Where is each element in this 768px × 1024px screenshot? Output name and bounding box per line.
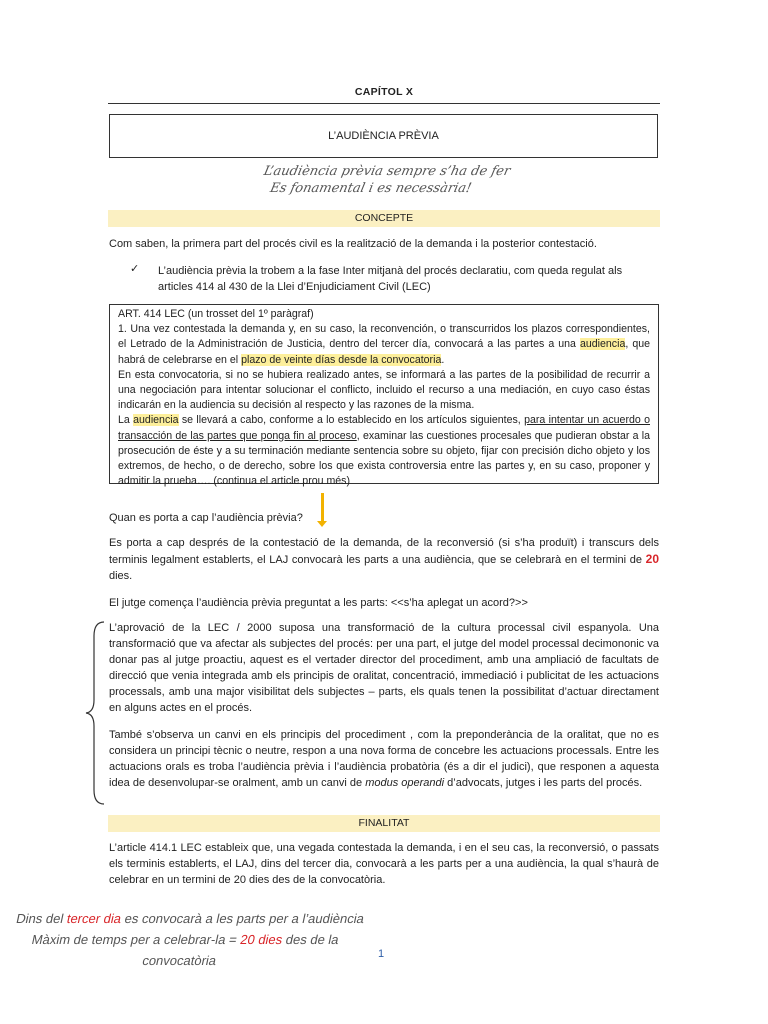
purpose-paragraph: L’article 414.1 LEC estableix que, una vegada contestada la demanda, i en el seu cas, la reconversió, o passats els terminis establerts, el LAJ, dins del tercer dia, convocarà a les parts per a una audiència, la qual s’haurà de celebrar en un termini de 20 dies des de la convocatòria. <box>109 842 659 886</box>
handwritten-line: Es fonamental i es necessària! <box>268 181 473 196</box>
page-number: 1 <box>378 948 385 960</box>
bullet-text: L’audiència prèvia la trobem a la fase Inter mitjanà del procés declaratiu, com queda regulat als articles 414 al 430 de la Llei d’Enjudiciament Civil (LEC) <box>158 265 623 293</box>
handwritten-line: Màxim de temps per a celebrar-la = 20 dies des de la <box>30 932 341 947</box>
article-heading: ART. 414 LEC (un trosset del 1º paràgraf) <box>118 308 314 320</box>
question-line: Quan es porta a cap l’audiència prèvia? <box>109 512 303 524</box>
handwritten-note-top <box>258 163 511 197</box>
section-header-concept: CONCEPTE <box>108 210 660 227</box>
lec-paragraph: L’aprovació de la LEC / 2000 suposa una transformació de la cultura processal civil espanyola. Una transformació que va afectar als subjectes del procés: per una part, el jutge del model processal decimononic va donar pas al jutge proactiu, aquest es el vertader director del procediment, amb una ampliació de facultats de direcció que venia integrada amb els principis de oralitat, concentració, immediació i publicitat de les actuacions processals, amb una major visibilitat dels subjectes – parts, els quals tenen la possibilitat d’actuar directament en alguns actes en el procés. <box>109 622 659 714</box>
article-quote-box <box>109 304 659 488</box>
highlight: plazo de veinte días desde la convocatoria <box>241 353 442 366</box>
chapter-rule <box>108 103 660 104</box>
article-paragraph-2: En esta convocatoria, si no se hubiera realizado antes, se informará a las partes de la posibilidad de recurrir a una negociación para intentar solucionar el conflicto, incluido el recurso a una mediación, en cuyo caso éstas indicarán en la audiencia su decisión al respecto y las razones de la misma. <box>118 368 650 412</box>
chapter-heading: CAPÍTOL X <box>354 86 414 98</box>
page-title: L’AUDIÈNCIA PRÈVIA <box>328 130 439 142</box>
title-box <box>109 114 658 158</box>
intro-paragraph: Com saben, la primera part del procés civil es la realització de la demanda i la posterior contestació. <box>109 238 597 250</box>
underlined-text: para intentar un acuerdo o transacción de las partes que ponga fin al proceso <box>118 414 650 442</box>
checkmark-icon: ✓ <box>130 263 140 275</box>
highlight: audiencia <box>579 338 626 351</box>
section-header-purpose: FINALITAT <box>108 815 660 832</box>
curly-brace-icon <box>84 620 106 806</box>
handwritten-line: convocatòria <box>140 953 218 968</box>
handwritten-line: L’audiència prèvia sempre s’ha de fer <box>262 164 512 179</box>
judge-question-line: El jutge comença l’audiència prèvia preguntat a les parts: <<s’ha aplegat un acord?>> <box>109 597 528 609</box>
orality-paragraph: També s’observa un canvi en els principis del procediment , com la preponderància de la oralitat, que no es considera un principi tècnic o neutre, respon a una nova forma de concebre les actuacions processals. Entre les actuacions orals es troba l’audiència prèvia i l’audiència probatòria (és a dir el judici), que responen a aquesta idea de desenvolupar-se oralment, amb un canvi de modus operandi d’advocats, jutges i les parts del procés. <box>109 729 659 789</box>
article-paragraph-3: La audiencia se llevará a cabo, conforme a lo establecido en los artículos siguientes, para intentar un acuerdo o transacción de las partes que ponga fin al proceso, examinar las cuestiones procesales que pudieran obstar a la prosecución de éste y a su terminación mediante sentencia sobre su objeto, fijar con precisión dicho objeto y los extremos, de hecho, o de derecho, sobre los que exista controversia entre las partes y, en su caso, proponer y admitir la prueba…. (continua el article prou més) <box>118 414 650 488</box>
handwritten-line: Dins del tercer dia es convocarà a les parts per a l’audiència <box>14 911 366 926</box>
highlight: audiencia <box>133 414 179 427</box>
handwritten-note-bottom <box>5 908 366 971</box>
highlight-number: 20 <box>645 552 659 566</box>
article-paragraph-1: 1. Una vez contestada la demanda y, en su caso, la reconvención, o transcurridos los plazos correspondientes, el Letrado de la Administración de Justicia, dentro del tercer día, convocará a las partes a una audiencia, que habrá de celebrarse en el plazo de veinte días desde la convocatoria. <box>118 323 650 366</box>
answer-paragraph: Es porta a cap després de la contestació de la demanda, de la reconversió (si s’ha produït) i transcurs dels terminis legalment establerts, el LAJ convocarà les parts a una audiència, que se celebrarà en el termini de 20 dies. <box>109 537 659 582</box>
